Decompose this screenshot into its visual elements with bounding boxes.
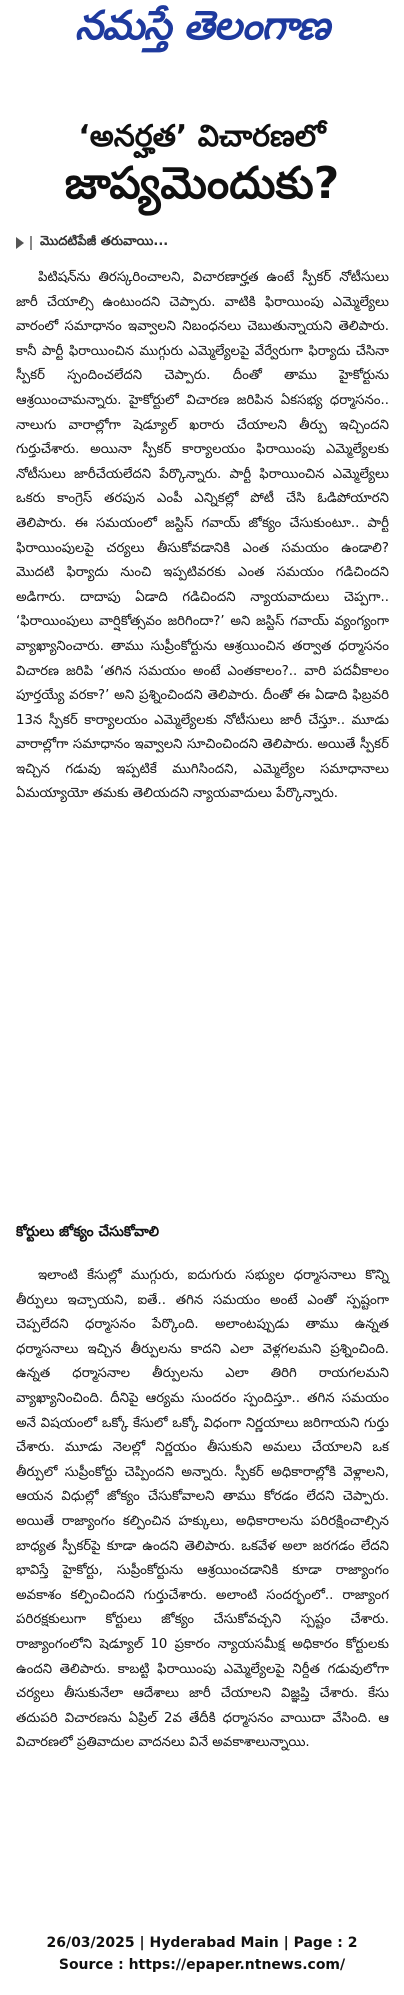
masthead <box>0 0 404 62</box>
article-body-part-1 <box>16 266 389 807</box>
newspaper-logo: నమస్తే తెలంగాణ <box>74 3 330 49</box>
continuation-label: మొదటిపేజీ తరువాయి... <box>40 234 169 249</box>
continuation-marker <box>16 234 168 252</box>
footer <box>0 1932 404 1976</box>
arrow-right-icon <box>16 237 24 249</box>
divider <box>30 236 32 250</box>
headline <box>0 118 404 212</box>
headline-line-2: జాప్యమెందుకు? <box>64 158 340 209</box>
footer-meta: 26/03/2025 | Hyderabad Main | Page : 2 <box>46 1935 358 1951</box>
article-body-part-2 <box>16 1264 389 1756</box>
article-paragraph: ఇలాంటి కేసుల్లో ముగ్గురు, ఐదుగురు సభ్యుల ధర్మాసనాలు కొన్ని తీర్పులు ఇచ్చాయని, ఐతే.. తగిన సమయం అంటే ఎంతో స్పష్టంగా చెప్పలేదని ధర్మాసనం పేర్కొంది. అలాంటప్పుడు తాము ఉన్నత ధర్మాసనాలు ఇచ్చిన తీర్పులను కాదని ఎలా వెళ్లగలమని ప్రశ్నించింది. ఉన్నత ధర్మాసనాల తీర్పులను ఎలా తిరిగి రాయగలమని వ్యాఖ్యానించింది. దీనిపై ఆర్యమ సుందరం స్పందిస్తూ.. తగిన సమయం అనే విషయంలో ఒక్కో కేసులో ఒక్కో విధంగా నిర్ణయాలు జరిగాయని గుర్తు చేశారు. మూడు నెలల్లో నిర్ణయం తీసుకుని అమలు చేయాలని ఒక తీర్పులో సుప్రీంకోర్టు చెప్పిందని అన్నారు. స్పీకర్ అధికారాల్లోకి వెళ్లాలని, ఆయన విధుల్లో జోక్యం చేసుకోవాలని తాము కోరడం లేదని చెప్పారు. అయితే రాజ్యాంగం కల్పించిన హక్కులు, అధికారాలను పరిరక్షించాల్సిన బాధ్యత స్పీకర్‌పై కూడా ఉందని తెలిపారు. ఒకవేళ అలా జరగడం లేదని భావిస్తే హైకోర్టు, సుప్రీంకోర్టును ఆశ్రయించడానికి కూడా రాజ్యాంగం అవకాశం కల్పించిందని గుర్తుచేశారు. అలాంటి సందర్భంలో.. రాజ్యాంగ పరిరక్షకులుగా కోర్టులు జోక్యం చేసుకోవచ్చని స్పష్టం చేశారు. రాజ్యాంగంలోని షెడ్యూల్ 10 ప్రకారం న్యాయసమీక్ష అధికారం కోర్టులకు ఉందని తెలిపారు. కాబట్టి ఫిరాయింపు ఎమ్మెల్యేలపై నిర్దీత గడువులోగా చర్యలు తీసుకునేలా ఆదేశాలు జారీ చేయాలని విజ్ఞప్తి చేశారు. కేసు తదుపరి విచారణను ఏప్రిల్ 2వ తేదీకి ధర్మాసనం వాయిదా వేసింది. ఆ విచారణలో ప్రతివాదుల వాదనలు వినే అవకాశాలున్నాయి. <box>16 1268 389 1751</box>
headline-line-1: ‘అనర్హత’ విచారణలో <box>78 119 326 154</box>
article-paragraph: పిటిషన్‌ను తిరస్కరించాలని, విచారణార్హత ఉంటే స్పీకర్ నోటీసులు జారీ చేయాల్సి ఉంటుందని చెప్పారు. వాటికి ఫిరాయింపు ఎమ్మెల్యేలు వారంలో సమాధానం ఇవ్వాలని నిబంధనలు చెబుతున్నాయని తెలిపారు. కానీ పార్టీ ఫిరాయించిన ముగ్గురు ఎమ్మెల్యేలపై వేర్వేరుగా ఫిర్యాదు చేసినా స్పీకర్ స్పందించలేదని చెప్పారు. దీంతో తాము హైకోర్టును ఆశ్రయించామన్నారు. హైకోర్టులో విచారణ జరిపిన ఏకసభ్య ధర్మాసనం.. నాలుగు వారాల్లోగా షెడ్యూల్ ఖరారు చేయాలని తీర్పు ఇచ్చిందని గుర్తుచేశారు. అయినా స్పీకర్ కార్యాలయం ఫిరాయింపు ఎమ్మెల్యేలకు నోటీసులు జారీచేయలేదని పేర్కొన్నారు. పార్టీ ఫిరాయించిన ఎమ్మెల్యేలు ఒకరు కాంగ్రెస్ తరపున ఎంపీ ఎన్నికల్లో పోటీ చేసి ఓడిపోయారని తెలిపారు. ఈ సమయంలో జస్టిస్ గవాయ్ జోక్యం చేసుకుంటూ.. పార్టీ ఫిరాయింపులపై చర్యలు తీసుకోవడానికి ఎంత సమయం ఉండాలి? మొదటి ఫిర్యాదు నుంచి ఇప్పటివరకు ఎంత సమయం గడిచిందని అడిగారు. దాదాపు ఏడాది గడిచిందని న్యాయవాదులు చెప్పగా.. ‘ఫిరాయింపులు వార్షికోత్సవం జరిగిందా?’ అని జస్టిస్ గవాయ్ వ్యంగ్యంగా వ్యాఖ్యానించారు. తాము సుప్రీంకోర్టును ఆశ్రయించిన తర్వాత ధర్మాసనం విచారణ జరిపి ‘తగిన సమయం అంటే ఎంతకాలం?.. వారి పదవీకాలం పూర్తయ్యే వరకా?’ అని ప్రశ్నించిందని తెలిపారు. దీంతో ఈ ఏడాది ఫిబ్రవరి 13న స్పీకర్ కార్యాలయం ఎమ్మెల్యేలకు నోటీసులు జారీ చేస్తూ.. మూడు వారాల్లోగా సమాధానం ఇవ్వాలని సూచించిందని తెలిపారు. అయితే స్పీకర్ ఇచ్చిన గడువు ఇప్పటికే ముగిసిందని, ఎమ్మెల్యేల సమాధానాలు ఏమయ్యాయో తమకు తెలియదని న్యాయవాదులు పేర్కొన్నారు. <box>16 270 389 802</box>
footer-source: Source : https://epaper.ntnews.com/ <box>58 1957 346 1973</box>
article-subheading: కోర్టులు జోక్యం చేసుకోవాలి <box>16 1224 160 1240</box>
